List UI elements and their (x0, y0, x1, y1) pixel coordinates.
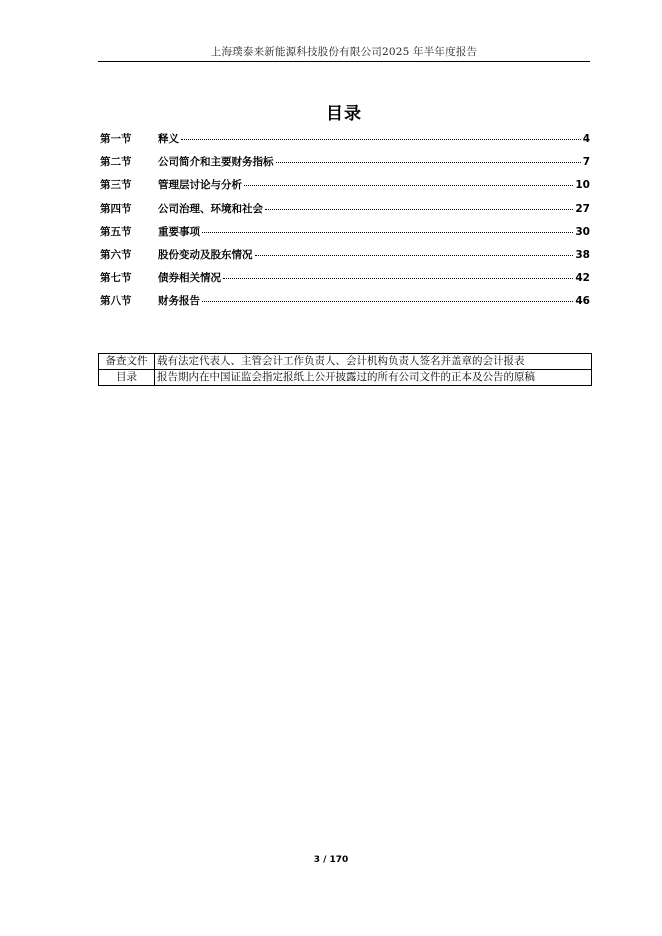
toc-section-number: 第二节 (100, 156, 132, 169)
toc-dot-leader (223, 278, 573, 279)
toc-entry[interactable] (100, 247, 590, 270)
toc-section-name: 公司简介和主要财务指标 (158, 156, 274, 169)
reference-item-cell: 载有法定代表人、主管会计工作负责人、会计机构负责人签名并盖章的会计报表 (155, 354, 592, 370)
page-header: 上海璞泰来新能源科技股份有限公司2025 年半年度报告 (210, 46, 478, 58)
toc-section-name: 股份变动及股东情况 (158, 248, 253, 261)
toc-page-number: 7 (582, 156, 590, 169)
toc-page-number: 4 (582, 133, 590, 145)
toc-dot-leader (202, 232, 573, 233)
toc-section-number: 第一节 (100, 133, 132, 145)
toc-entry[interactable] (100, 224, 590, 247)
toc-entry[interactable] (100, 293, 590, 316)
toc-entry[interactable] (100, 201, 590, 224)
table-row (99, 370, 592, 386)
reference-label-cell: 备查文件 (99, 354, 155, 370)
toc-dot-leader (255, 255, 574, 256)
toc-section-name: 公司治理、环境和社会 (158, 202, 263, 215)
toc-section-name: 重要事项 (158, 225, 200, 238)
toc-dot-leader (244, 185, 573, 186)
toc-page-number: 42 (575, 272, 590, 285)
toc-section-name: 财务报告 (158, 295, 200, 308)
toc-entry[interactable] (100, 270, 590, 293)
reference-item-cell: 报告期内在中国证监会指定报纸上公开披露过的所有公司文件的正本及公告的原稿 (155, 370, 592, 386)
toc-page-number: 38 (575, 248, 590, 261)
toc-dot-leader (181, 139, 581, 140)
toc-dot-leader (202, 301, 573, 302)
toc-page-number: 46 (575, 295, 590, 308)
toc-section-name: 释义 (158, 133, 179, 145)
reference-documents-table (98, 353, 592, 386)
toc-page-number: 10 (575, 179, 590, 192)
toc-section-number: 第五节 (100, 225, 132, 238)
toc-section-number: 第七节 (100, 272, 132, 285)
toc-section-name: 债券相关情况 (158, 272, 221, 285)
toc-list (100, 131, 590, 317)
reference-label-cell: 目录 (99, 370, 155, 386)
header-divider (98, 61, 590, 62)
toc-page-number: 27 (575, 202, 590, 215)
table-row (99, 354, 592, 370)
toc-page-number: 30 (575, 225, 590, 238)
toc-entry[interactable] (100, 154, 590, 177)
page-number-footer: 3 / 170 (313, 855, 349, 865)
toc-section-name: 管理层讨论与分析 (158, 179, 242, 192)
toc-dot-leader (265, 209, 573, 210)
toc-section-number: 第四节 (100, 202, 132, 215)
toc-section-number: 第六节 (100, 248, 132, 261)
toc-entry[interactable] (100, 177, 590, 200)
toc-title: 目录 (326, 104, 362, 124)
toc-section-number: 第八节 (100, 295, 132, 308)
toc-dot-leader (276, 162, 581, 163)
toc-section-number: 第三节 (100, 179, 132, 192)
toc-entry[interactable] (100, 131, 590, 154)
